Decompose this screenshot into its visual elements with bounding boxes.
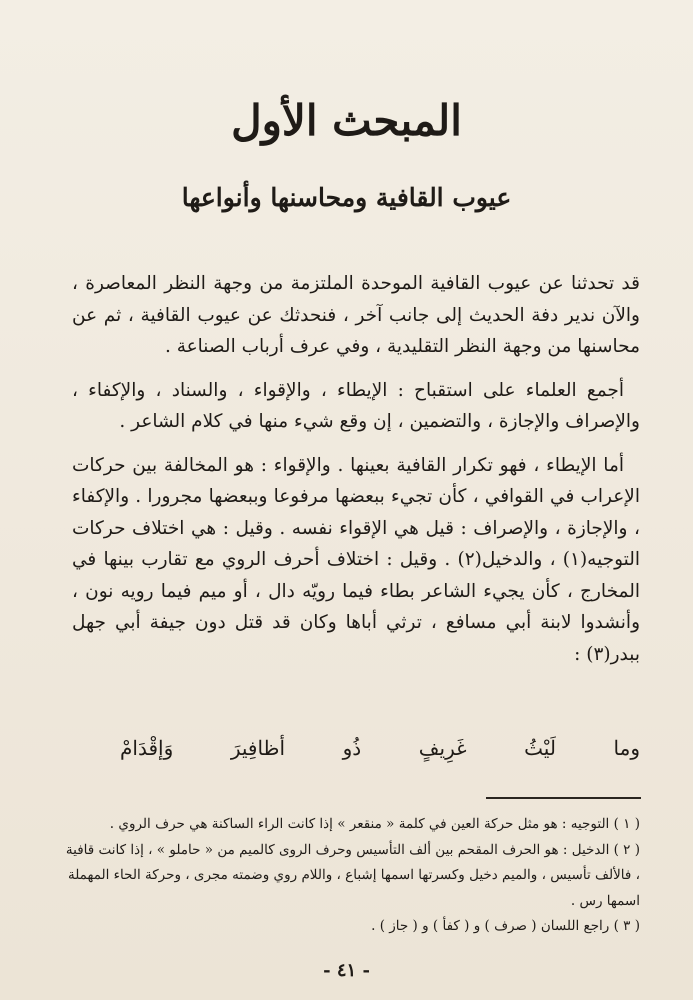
footnote-1: ( ١ ) التوجيه : هو مثل حركة العين في كلمة « منقعر » إذا كانت الراء الساكنة هي حرف الروي . [109,816,640,832]
verse-word: وَإقْدَامْ [120,736,174,760]
footnote-divider [486,797,641,799]
paragraph-3: أما الإيطاء ، فهو تكرار القافية بعينها . والإقواء : هو المخالفة بين حركات الإعراب في القوافي ، كأن تجيء ببعضها مرفوعا وببعضها مجرورا . والإكفاء ، والإجازة ، والإصراف : قيل هي الإقواء نفسه . وقيل : هي اختلاف حركات التوجيه(١) ، والدخيل(٢) . وقيل : اختلاف أحرف الروي مع تقارب بينها في المخارج ، كأن يجيء الشاعر بطاء فيما رويّه دال ، أو ميم فيما رويه نون ، وأنشدوا لابنة أبي مسافع ، ترثي أباها وكان قد قتل دون جيفة أبي جهل ببدر(٣) : [72,454,641,665]
verse-word: ذُو [342,736,362,760]
body-text [72,268,640,682]
page-title: المبحث الأول [231,96,462,145]
footnote-3: ( ٣ ) راجع اللسان ( صرف ) و ( كفأ ) و ( جاز ) . [371,918,640,934]
verse-word: لَيْثُ [524,736,556,760]
page-number: - ٤١ - [323,960,370,981]
section-subtitle: عيوب القافية ومحاسنها وأنواعها [181,183,512,212]
verse-word: أظافِيرَ [230,736,286,760]
paragraph-1: قد تحدثنا عن عيوب القافية الموحدة الملتزمة من وجهة النظر المعاصرة ، والآن ندير دفة الحديث إلى جانب آخر ، فنحدثك عن عيوب القافية ، ثم عن محاسنها من وجهة النظر التقليدية ، وفي عرف أرباب الصناعة . [72,273,640,357]
verse-word: وما [613,736,640,760]
footnotes [60,812,640,940]
verse-word: غَرِيفٍ [418,736,467,760]
poem-verse [120,736,640,760]
footnote-2: ( ٢ ) الدخيل : هو الحرف المقحم بين ألف التأسيس وحرف الروى كالميم من « حاملو » ، إذا كانت قافية ، فالألف تأسيس ، والميم دخيل وكسرتها اسمها إشباع ، واللام روي وضمته مجرى ، وحركة الحاء المهملة اسمها رس . [65,841,640,909]
paragraph-2: أجمع العلماء على استقباح : الإيطاء ، والإقواء ، والسناد ، والإكفاء ، والإصراف والإجازة ، والتضمين ، إن وقع شيء منها في كلام الشاعر . [72,379,640,432]
